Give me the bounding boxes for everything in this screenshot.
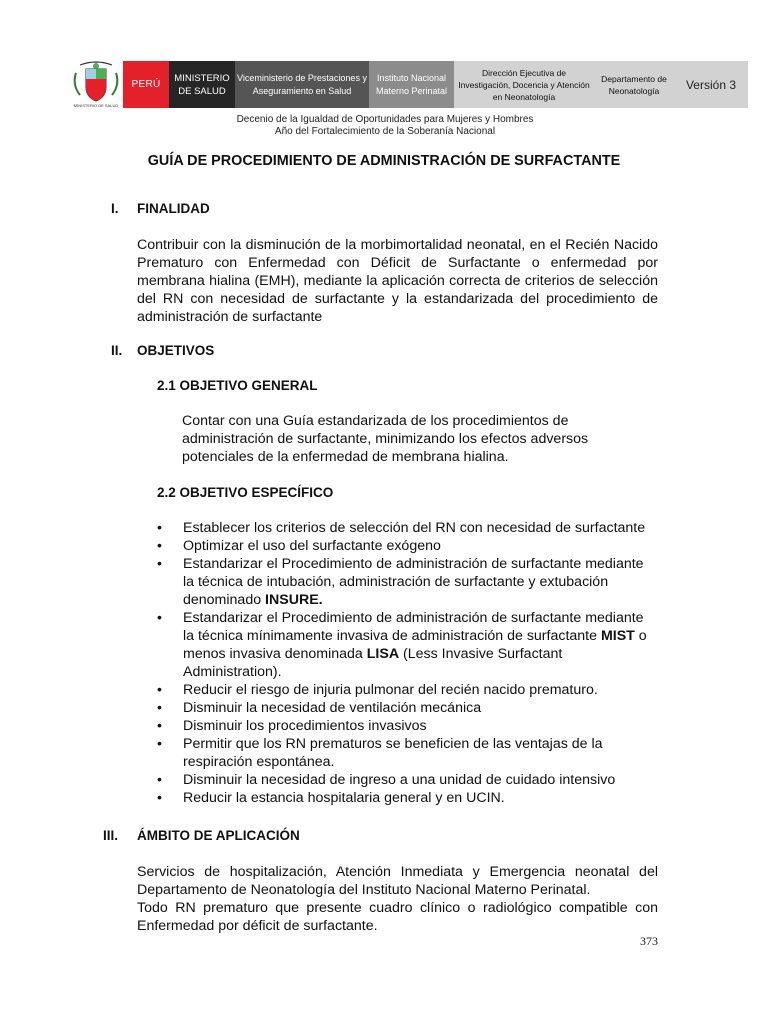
header-departamento: Departamento de Neonatología [594,61,674,108]
motto-line-2: Año del Fortalecimiento de la Soberanía Nacional [274,126,496,137]
section-3-title: ÁMBITO DE APLICACIÓN [137,828,300,843]
header-viceministerio: Viceministerio de Prestaciones y Aseguramiento en Salud [235,61,369,108]
section-1-paragraph [137,236,658,326]
list-item: • Disminuir la necesidad de ingreso a una unidad de cuidado intensivo [157,772,616,788]
section-1-title: FINALIDAD [137,201,210,216]
emblem-caption: MINISTERIO DE SALUD [73,103,119,108]
objetivo-general-heading: 2.1 OBJETIVO GENERAL [157,378,318,393]
list-item: • Disminuir la necesidad de ventilación mecánica [157,700,482,716]
section-1-number: I. [111,201,119,216]
paragraph-line: potenciales de la enfermedad de membrana hialina. [182,449,509,465]
paragraph-line: administración de surfactante [137,309,323,325]
paragraph-line: Todo RN prematuro que presente cuadro clínico o radiológico compatible con [137,900,658,916]
list-item: • Establecer los criterios de selección del RN con necesidad de surfactante [157,520,646,536]
list-item: • Permitir que los RN prematuros se beneficien de las ventajas de la respiración espontánea. [157,736,603,770]
objetivos-especificos-list [157,519,667,807]
paragraph-line: Enfermedad por déficit de surfactante. [137,918,378,934]
list-item: • Reducir el riesgo de injuria pulmonar del recién nacido prematuro. [157,682,598,698]
peru-coat-of-arms-logo [70,59,122,111]
list-item: • Disminuir los procedimientos invasivos [157,718,427,734]
section-2-title: OBJETIVOS [137,343,215,358]
paragraph-line: Prematuro con Enfermedad con Déficit de Surfactante o enfermedad por [137,255,658,271]
paragraph-line: Departamento de Neonatología del Instituto Nacional Materno Perinatal. [137,882,591,898]
paragraph-line: Contar con una Guía estandarizada de los procedimientos de [182,413,569,429]
header-direccion: Dirección Ejecutiva de Investigación, Docencia y Atención en Neonatología [454,61,594,108]
paragraph-line: membrana hialina (EMH), mediante la aplicación correcta de criterios de selección [137,273,658,289]
paragraph-line: administración de surfactante, minimizando los efectos adversos [182,431,589,447]
list-item: • Reducir la estancia hospitalaria general y en UCIN. [157,790,505,806]
header-instituto: Instituto Nacional Materno Perinatal [369,61,454,108]
header-peru: PERÚ [123,61,169,108]
page-number: 373 [640,934,658,948]
section-3-paragraph [137,863,658,935]
paragraph-line: del RN con necesidad de surfactante y la estandarizada del procedimiento de [137,291,658,307]
header-ministerio: MINISTERIO DE SALUD [169,61,235,108]
list-item: • Optimizar el uso del surfactante exógeno [157,538,441,554]
document-title: GUÍA DE PROCEDIMIENTO DE ADMINISTRACIÓN DE SURFACTANTE [147,153,621,169]
paragraph-line: Contribuir con la disminución de la morbimortalidad neonatal, en el Recién Nacido [137,237,658,253]
motto-line-1: Decenio de la Igualdad de Oportunidades para Mujeres y Hombres [236,114,534,125]
list-item: • Estandarizar el Procedimiento de administración de surfactante mediante la técnica mínimamente invasiva de administración de surfactante MIST o menos invasiva denominada LISA (Less Invasive Surfactant Administration). [157,610,647,680]
section-2-number: II. [111,343,123,358]
paragraph-line: Servicios de hospitalización, Atención Inmediata y Emergencia neonatal del [137,864,658,880]
objetivo-especifico-heading: 2.2 OBJETIVO ESPECÍFICO [157,485,334,500]
list-item: • Estandarizar el Procedimiento de administración de surfactante mediante la técnica de intubación, administración de surfactante y extubación denominado INSURE. [157,556,644,608]
header-version: Versión 3 [674,61,748,108]
section-3-number: III. [103,828,119,843]
objetivo-general-paragraph [182,412,602,466]
